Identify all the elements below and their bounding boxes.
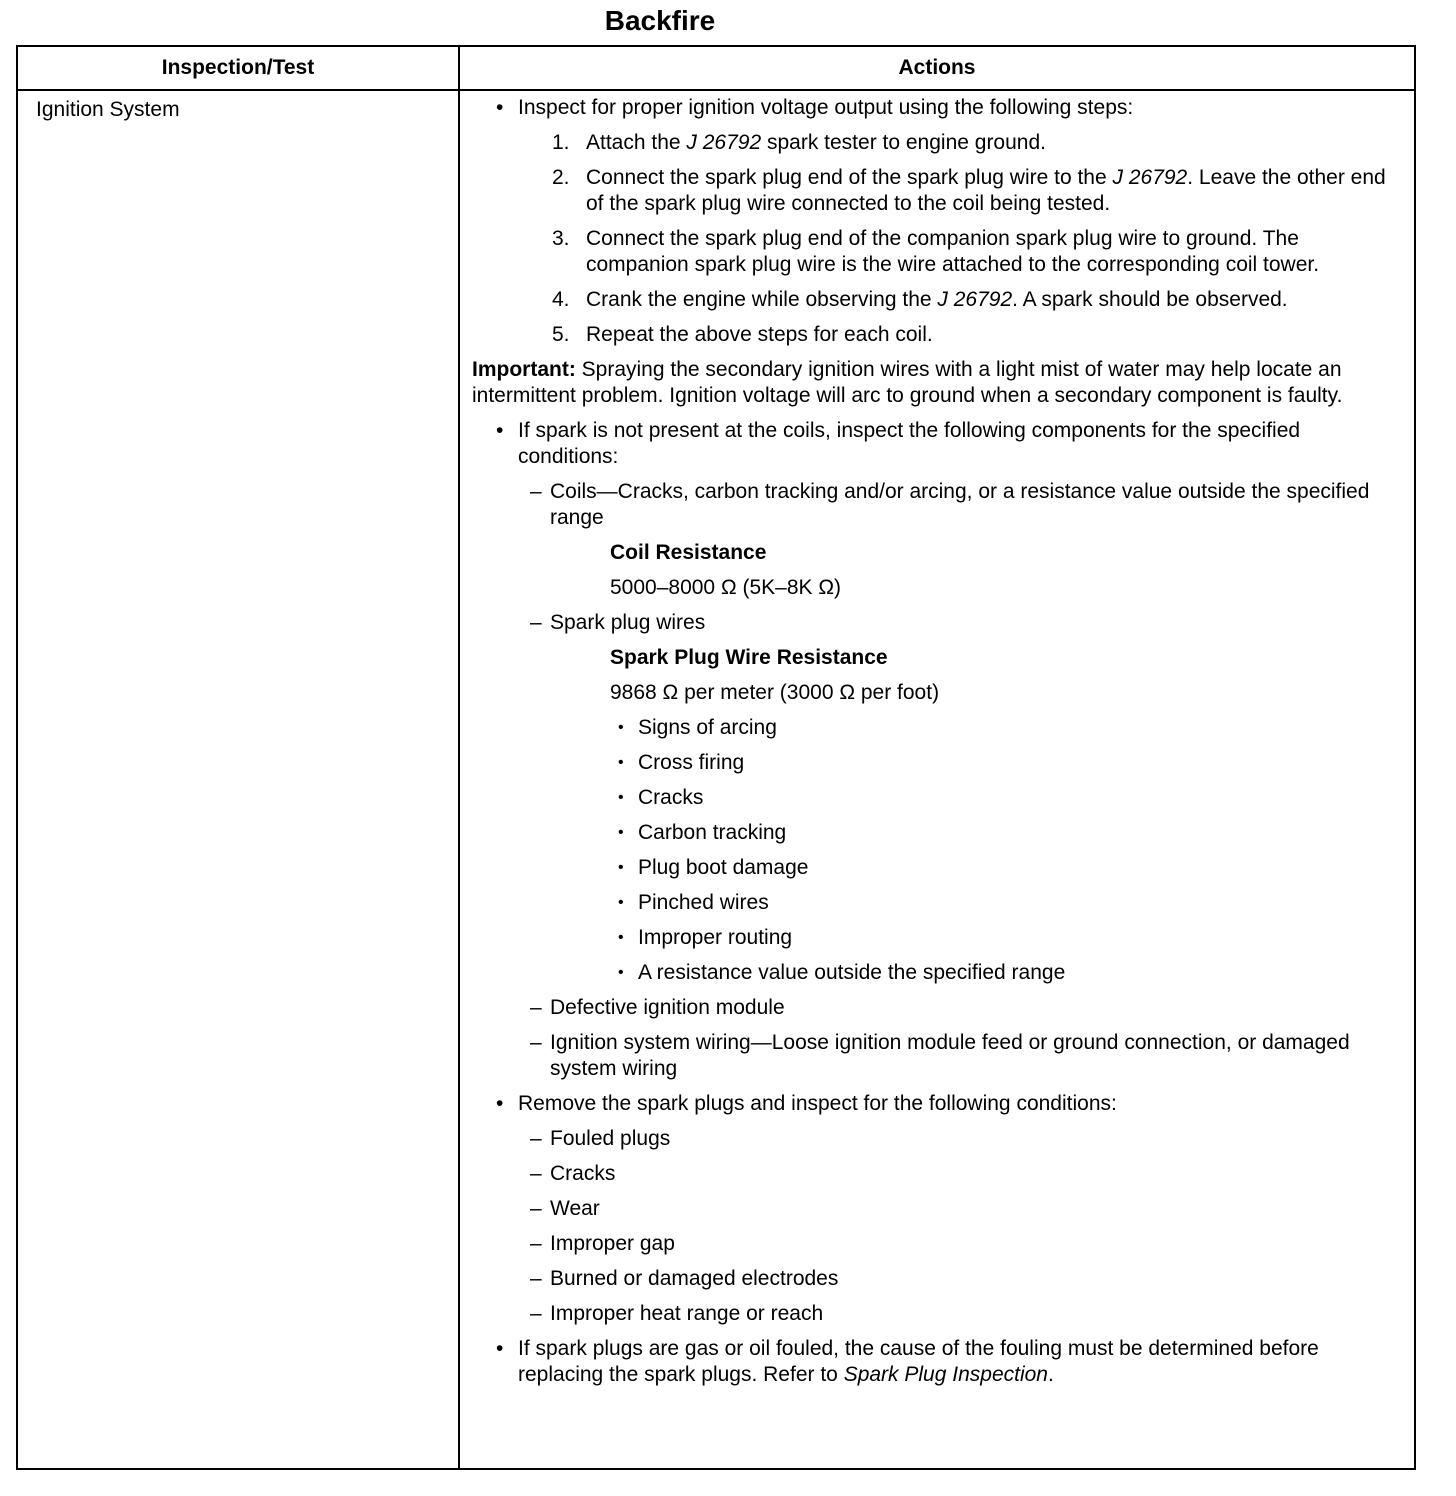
page-title: Backfire <box>604 5 716 36</box>
step-number: 3. <box>552 227 570 250</box>
tool-reference: J 26792 <box>686 131 762 154</box>
step-text: Connect the spark plug end of the companion spark plug wire to ground. The companion spark plug wire is the wire attached to the corresponding coil tower. <box>586 227 1320 276</box>
fouled-text: If spark plugs are gas or oil fouled, the cause of the fouling must be determined before replacing the spark plugs. Refer to <box>518 1337 1319 1386</box>
step-4 <box>472 287 1398 313</box>
wire-condition-item: • Carbon tracking <box>472 820 1398 846</box>
step-text: . Leave the other end of the spark plug wire connected to the coil being tested. <box>586 166 1386 215</box>
header-divider <box>18 89 1414 91</box>
step-5 <box>472 322 1398 348</box>
wire-condition-item: • Cross firing <box>472 750 1398 776</box>
condition-cell: Ignition System <box>36 98 180 121</box>
plug-condition-item: – Improper gap <box>472 1231 1398 1257</box>
wire-resistance-value: 9868 Ω per meter (3000 Ω per foot) <box>610 681 940 704</box>
bullet-intro: • Inspect for proper ignition voltage output using the following steps: <box>472 95 1398 121</box>
important-note <box>472 357 1398 409</box>
wire-condition-item: • Cracks <box>472 785 1398 811</box>
wire-condition-item: • A resistance value outside the specified range <box>472 960 1398 986</box>
coil-resistance-label: Coil Resistance <box>610 541 767 564</box>
wire-condition-item: • Plug boot damage <box>472 855 1398 881</box>
plug-condition-item: – Wear <box>472 1196 1398 1222</box>
plug-condition-item: – Cracks <box>472 1161 1398 1187</box>
step-number: 5. <box>552 323 570 346</box>
header-actions: Actions <box>898 56 976 79</box>
step-text: spark tester to engine ground. <box>761 131 1046 154</box>
step-1 <box>472 130 1398 156</box>
bullet-fouled-plugs <box>472 1336 1398 1388</box>
step-text: . A spark should be observed. <box>1012 288 1288 311</box>
bullet-spark-absent: • If spark is not present at the coils, inspect the following components for the specified conditions: <box>472 418 1398 470</box>
fouled-text-end: . <box>1047 1363 1054 1386</box>
dash-coils: – Coils—Cracks, carbon tracking and/or arcing, or a resistance value outside the specified range <box>472 479 1398 531</box>
spark-plug-inspection-reference: Spark Plug Inspection <box>843 1363 1048 1386</box>
step-2 <box>472 165 1398 217</box>
column-divider <box>458 47 460 1468</box>
wire-condition-item: • Improper routing <box>472 925 1398 951</box>
diagnostic-table <box>16 45 1416 1470</box>
tool-reference: J 26792 <box>1112 166 1188 189</box>
wire-condition-item: • Signs of arcing <box>472 715 1398 741</box>
coil-resistance-value: 5000–8000 Ω (5K–8K Ω) <box>610 576 842 599</box>
plug-condition-item: – Fouled plugs <box>472 1126 1398 1152</box>
tool-reference: J 26792 <box>937 288 1013 311</box>
step-text: Repeat the above steps for each coil. <box>586 323 933 346</box>
wire-condition-item: • Pinched wires <box>472 890 1398 916</box>
dash-ignition-wiring: – Ignition system wiring—Loose ignition module feed or ground connection, or damaged system wiring <box>472 1030 1398 1082</box>
plug-condition-item: – Improper heat range or reach <box>472 1301 1398 1327</box>
step-number: 2. <box>552 166 570 189</box>
important-text: Spraying the secondary ignition wires with a light mist of water may help locate an intermittent problem. Ignition voltage will arc to ground when a secondary component is faulty. <box>472 358 1343 407</box>
step-text: Attach the <box>586 131 687 154</box>
step-text: Connect the spark plug end of the spark plug wire to the <box>586 166 1113 189</box>
actions-cell <box>472 95 1398 1397</box>
bullet-remove-plugs: • Remove the spark plugs and inspect for the following conditions: <box>472 1091 1398 1117</box>
plug-condition-item: – Burned or damaged electrodes <box>472 1266 1398 1292</box>
wire-resistance-label: Spark Plug Wire Resistance <box>610 646 888 669</box>
dash-spark-plug-wires: – Spark plug wires <box>472 610 1398 636</box>
step-number: 1. <box>552 131 570 154</box>
important-label: Important: <box>472 358 576 381</box>
step-text: Crank the engine while observing the <box>586 288 938 311</box>
step-number: 4. <box>552 288 570 311</box>
step-3 <box>472 226 1398 278</box>
header-inspection-test: Inspection/Test <box>161 56 315 79</box>
dash-ignition-module: – Defective ignition module <box>472 995 1398 1021</box>
